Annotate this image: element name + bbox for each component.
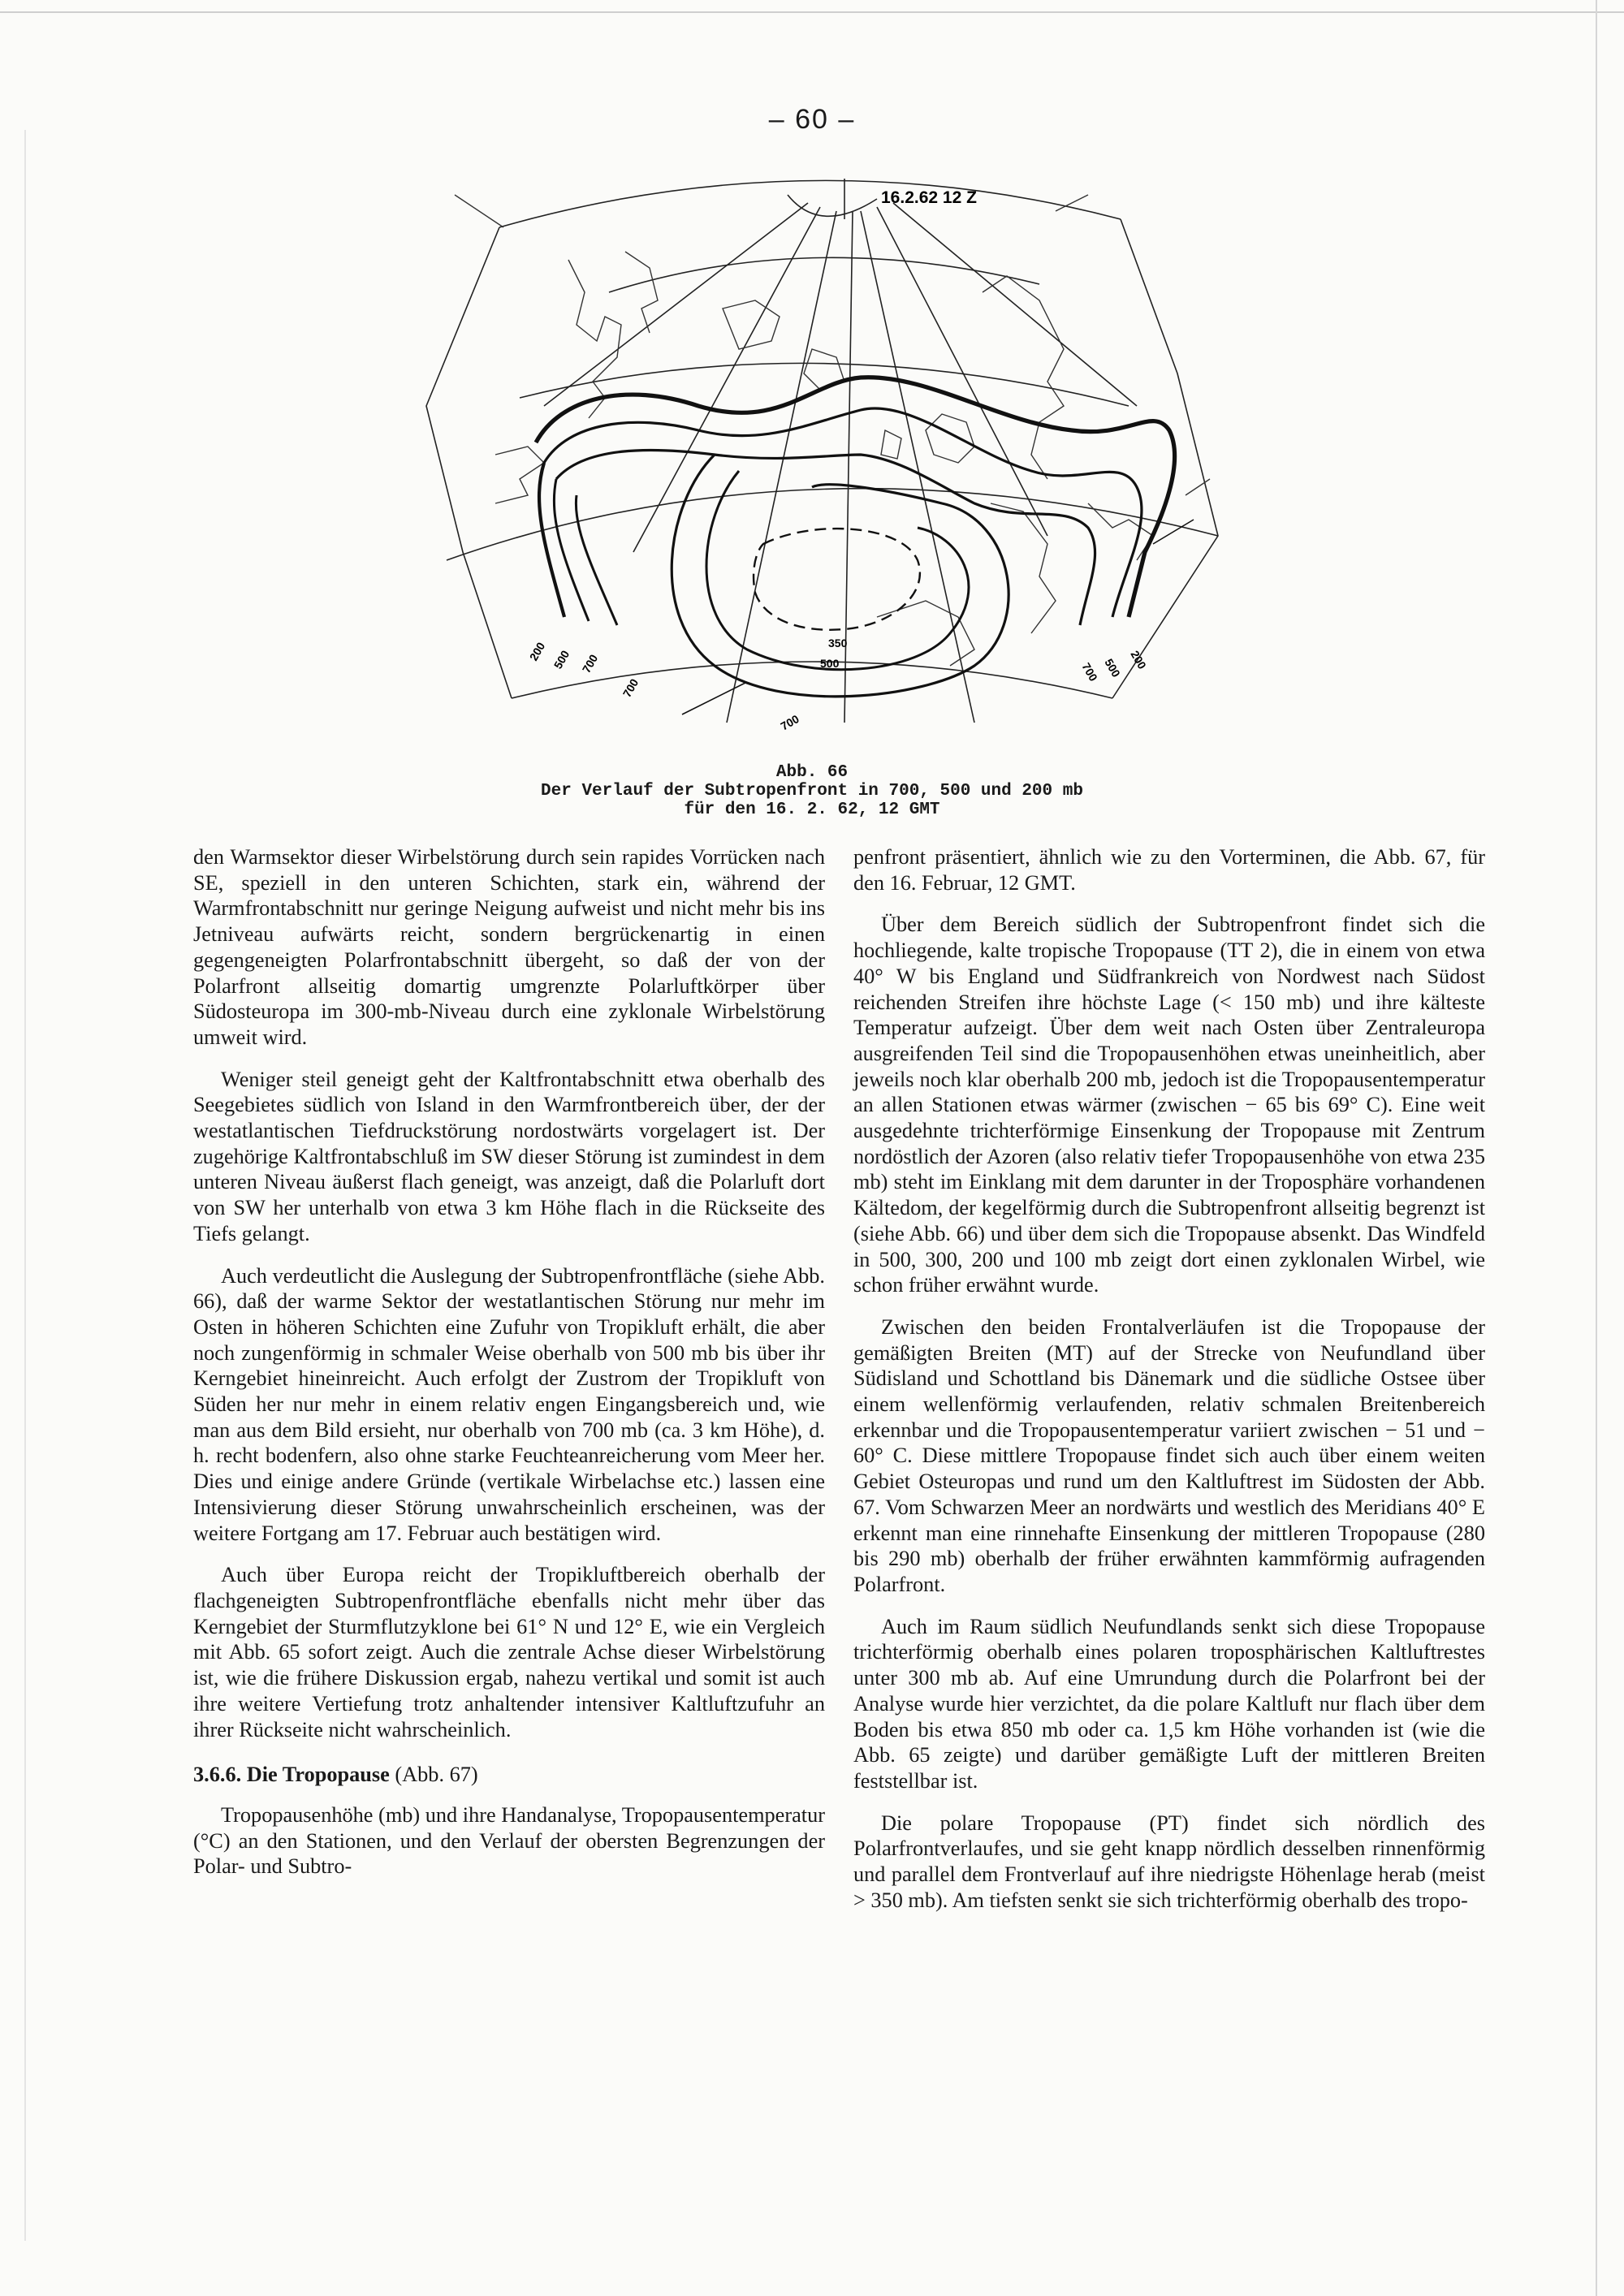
caption-label: Abb. 66 — [775, 763, 849, 782]
front-line-200mb — [536, 378, 1175, 617]
front-line-500mb — [544, 408, 1142, 617]
scan-edge-left — [24, 130, 26, 2241]
isoline-label: 350 — [828, 637, 848, 650]
isoline-label: 700 — [778, 712, 801, 733]
right-column — [853, 844, 1485, 1929]
paragraph: Die polare Tropopause (PT) findet sich nördlich des Polarfrontverlaufes, und sie geht knapp nördlich desselben rinnenförmig und parallel dem Frontverlauf auf ihre niedrigste Höhenlage herab (meist > 350 mb). Am tiefsten senkt sie sich trichterförmig oberhalb des tropo- — [853, 1810, 1485, 1912]
map-graticule — [426, 179, 1218, 723]
isoline-label: 500 — [1102, 656, 1123, 680]
paragraph: Über dem Bereich südlich der Subtropenfront findet sich die hochliegende, kalte tropische Tropopause (TT 2), die in einem von etwa 40° W bis England und Südfrankreich von Nordwest nach Südost reichenden Streifen ihre höchste Lage (< 150 mb) und ihre kälteste Temperatur aufzeigt. Über dem weit nach Osten über Zentraleuropa ausgreifenden Teil sind die Tropopausenhöhen etwas uneinheitlich, aber jeweils noch klar oberhalb 200 mb, jedoch ist die Tropopausentemperatur an allen Stationen etwas wärmer (zwischen − 65 bis 69° C). Eine weit ausgedehnte trichterförmige Einsenkung der Tropopause mit Zentrum nordöstlich der Azoren (also relativ tiefer Tropopausenhöhe von etwa 235 mb) steht im Einklang mit dem darunter in der Troposphäre vorhandenen Kältedom, der kegelförmig durch die Subtropenfront allseitig begrenzt ist (siehe Abb. 66) und über dem sich die Tropopause absenkt. Das Windfeld in 500, 300, 200 und 100 mb zeigt dort einen zyklonalen Wirbel, wie schon früher erwähnt wurde. — [853, 913, 1485, 1297]
scan-edge-right — [1596, 0, 1597, 2296]
paragraph: Auch über Europa reicht der Tropikluftbereich oberhalb der flachgeneigten Subtropenfrontfläche ebenfalls nicht mehr über das Kerngebiet der Sturmflutzyklone bei 61° N und 12° E, wie ein Vergleich mit Abb. 65 sofort zeigt. Auch die zentrale Achse dieser Wirbelstörung ist, wie die frühere Diskussion ergab, nahezu vertikal und somit ist auch ihre weitere Vertiefung trotz anhaltender intensiver Kaltluftzufuhr an ihrer Rückseite nicht wahrscheinlich. — [193, 1563, 825, 1741]
paragraph: den Warmsektor dieser Wirbelstörung durch sein rapides Vorrücken nach SE, speziell in den unteren Schichten, stark ein, während der Warmfrontabschnitt nur geringe Neigung aufweist und nicht mehr bis ins Jetniveau aufwärts reicht, sondern bergrückenartig in einen gegengeneigten Polarfrontabschnitt übergeht, so daß der von der Polarfront allseitig domartig umgrenzte Polarluftkörper über Südosteuropa im 300-mb-Niveau durch eine zyklonale Wirbelstörung umweit wird. — [193, 845, 825, 1049]
isoline-label: 700 — [1079, 660, 1100, 684]
section-heading-ref: (Abb. 67) — [389, 1763, 478, 1787]
figure-caption — [487, 763, 1137, 819]
isoline-label: 700 — [620, 676, 641, 700]
caption-line-2: für den 16. 2. 62, 12 GMT — [684, 801, 940, 819]
scan-edge-top — [0, 11, 1624, 13]
paragraph: Zwischen den beiden Frontalverläufen ist die Tropopause der gemäßigten Breiten (MT) auf der Strecke von Neufundland über Südisland und Schottland bis Dänemark und die südliche Ostsee über einem wellenförmig verlaufenden, relativ schmalen Breitenbereich erkennbar und die Tropopausentemperatur variiert zwischen − 51 und − 60° C. Diese mittlere Tropopause findet sich auch über einem weiten Gebiet Osteuropas und rund um den Kaltluftrest im Südosten der Abb. 67. Vom Schwarzen Meer an nordwärts und westlich des Meridians 40° E erkennt man eine rinnehafte Einsenkung der mittleren Tropopause (280 bis 290 mb) oberhalb der früher erwähnten kammförmig aufragenden Polarfront. — [853, 1314, 1485, 1596]
label-leader-700 — [682, 682, 747, 714]
paragraph: Auch im Raum südlich Neufundlands senkt sich diese Tropopause trichterförmig oberhalb eines polaren troposphärischen Kaltluftrestes unter 300 mb ab. Auf eine Umrundung durch die Polarfront bei der Analyse wurde hier verzichtet, da die polare Kaltluft nur flach über dem Boden bis etwa 850 mb oder ca. 1,5 km Höhe vorhanden ist (wie die Abb. 65 zeigte) und darüber gemäßigte Luft der mittleren Breiten feststellbar ist. — [853, 1614, 1485, 1793]
map-date-label: 16.2.62 12 Z — [881, 188, 977, 207]
section-heading-title: 3.6.6. Die Tropopause — [193, 1763, 390, 1787]
isoline-label: 200 — [526, 640, 548, 663]
figure-map — [357, 162, 1267, 747]
caption-line-1: Der Verlauf der Subtropenfront in 700, 500 und 200 mb — [541, 782, 1083, 801]
paragraph: Auch verdeutlicht die Auslegung der Subtropenfrontfläche (siehe Abb. 66), daß der warme Sektor der westatlantischen Störung nur mehr im Osten in höheren Schichten eine Zufuhr von Tropikluft erhält, die aber noch zungenförmig in schmaler Weise oberhalb von 500 mb bis über ihr Kerngebiet hineinreicht. Auch erfolgt der Zustrom der Tropikluft von Süden her nur mehr in einem relativ engen Eingangsbereich und, wie man aus dem Bild ersieht, nur oberhalb von 700 mb (ca. 3 km Höhe), d. h. recht bodenfern, also ohne starke Feuchteanreicherung vom Meer her. Dies und einige andere Gründe (vertikale Wirbelachse etc.) lassen eine Intensivierung dieser Störung unwahrscheinlich erscheinen, was der weitere Fortgang am 17. Februar auch bestätigen wird. — [193, 1263, 825, 1545]
isoline-label: 500 — [820, 657, 840, 670]
cold-dome-350-dashed — [754, 529, 920, 630]
isoline-label: 500 — [551, 648, 572, 671]
section-heading — [193, 1762, 825, 1788]
subtropical-front-map — [357, 162, 1267, 747]
front-line-700mb — [556, 450, 1095, 625]
paragraph: Tropopausenhöhe (mb) und ihre Handanalyse, Tropopausentemperatur (°C) an den Stationen, und den Verlauf der obersten Begrenzungen der Polar- und Subtro- — [193, 1802, 825, 1879]
page-number: – 60 – — [768, 104, 856, 135]
paragraph: penfront präsentiert, ähnlich wie zu den Vorterminen, die Abb. 67, für den 16. Februar, 12 GMT. — [853, 845, 1485, 895]
isoline-label: 200 — [1128, 648, 1149, 671]
isoline-label: 700 — [579, 652, 601, 675]
left-column — [193, 844, 825, 1896]
paragraph: Weniger steil geneigt geht der Kaltfrontabschnitt etwa oberhalb des Seegebietes südlich von Island in den Warmfrontbereich über, der der westatlantischen Tiefdruckstörung nordostwärts vorgelagert ist. Der zugehörige Kaltfrontabschluß im SW dieser Störung ist zumindest in dem unteren Niveau äußerst flach geneigt, was anzeigt, daß die Polarluft dort von SW her unterhalb von etwa 3 km Höhe flach in die Rückseite des Tiefs gelangt. — [193, 1067, 825, 1245]
